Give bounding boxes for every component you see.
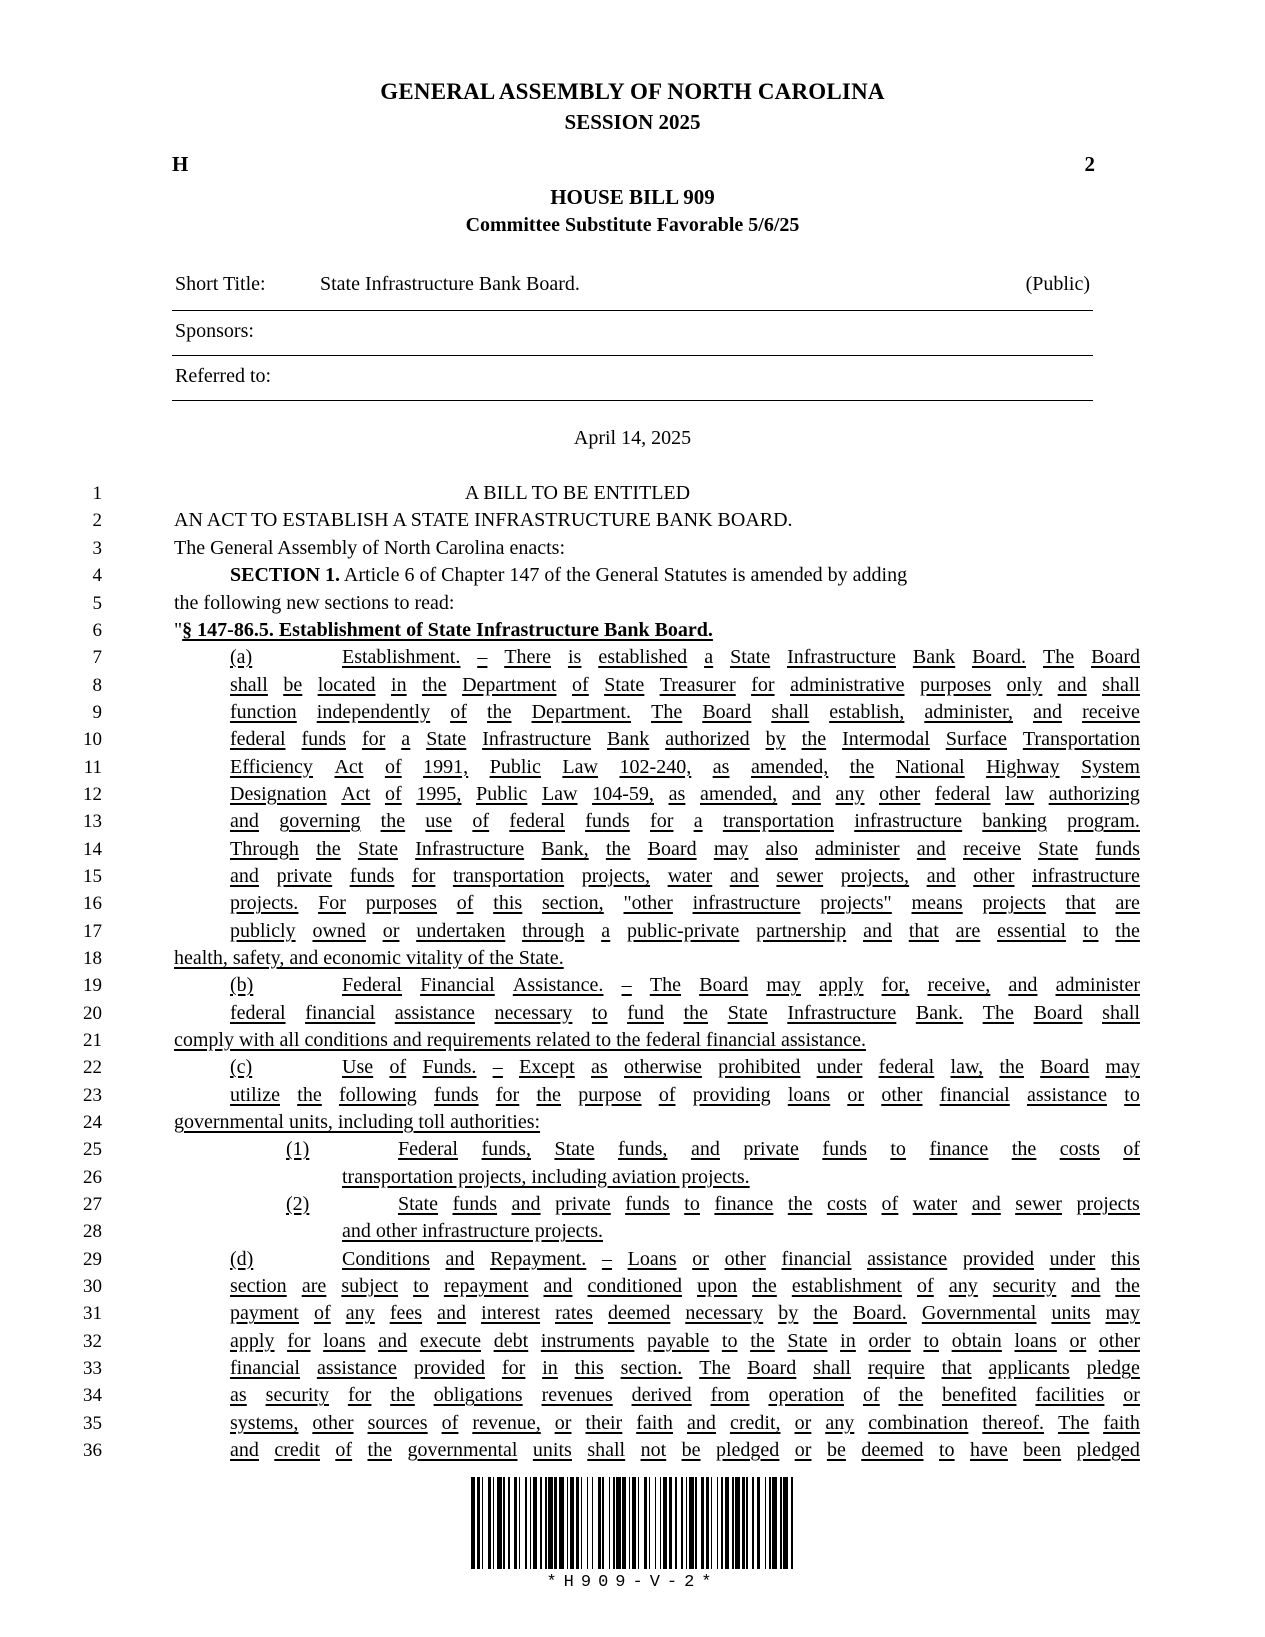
subsection-label: (b) bbox=[230, 974, 254, 997]
bill-line bbox=[92, 672, 1140, 699]
bill-line bbox=[83, 781, 1140, 808]
line-number: 18 bbox=[83, 947, 102, 969]
line-text: and credit of the governmental units shall not be pledged or be deemed to have been pledged bbox=[230, 1439, 1140, 1462]
line-number: 23 bbox=[83, 1084, 102, 1106]
bill-line bbox=[83, 1164, 1093, 1191]
line-text: governmental units, including toll authorities: bbox=[174, 1111, 541, 1134]
line-text: (a) Establishment. – There is established a State Infrastructure Bank Board. The Board bbox=[118, 644, 1093, 671]
line-text: the following new sections to read: bbox=[174, 591, 455, 614]
line-number: 1 bbox=[92, 483, 102, 505]
line-text: financial assistance provided for in this section. The Board shall require that applicants pledge bbox=[230, 1357, 1140, 1380]
bill-line bbox=[92, 480, 1093, 507]
bill-line bbox=[83, 1136, 1140, 1163]
line-number: 19 bbox=[83, 975, 102, 997]
bill-line bbox=[83, 808, 1140, 835]
sponsors-label: Sponsors: bbox=[175, 320, 254, 343]
bill-line bbox=[92, 562, 1093, 589]
line-number: 35 bbox=[83, 1412, 102, 1434]
line-text: (c) Use of Funds. – Except as otherwise prohibited under federal law, the Board may bbox=[118, 1054, 1093, 1081]
line-text: shall be located in the Department of State Treasurer for administrative purposes only and shall bbox=[230, 673, 1140, 696]
line-number: 26 bbox=[83, 1166, 102, 1188]
barcode-block bbox=[0, 1464, 1265, 1592]
line-text: section are subject to repayment and conditioned upon the establishment of any security and the bbox=[230, 1275, 1140, 1298]
line-number: 32 bbox=[83, 1330, 102, 1352]
line-number: 6 bbox=[92, 619, 102, 641]
subsection-label: (d) bbox=[230, 1247, 254, 1270]
line-text: comply with all conditions and requirements related to the federal financial assistance. bbox=[174, 1029, 866, 1051]
bill-line bbox=[83, 1273, 1140, 1300]
bill-line bbox=[83, 1054, 1140, 1081]
subsection-label: (c) bbox=[230, 1056, 253, 1079]
bill-line bbox=[83, 1000, 1140, 1027]
line-text: AN ACT TO ESTABLISH A STATE INFRASTRUCTURE BANK BOARD. bbox=[174, 509, 793, 532]
line-text: systems, other sources of revenue, or their faith and credit, or any combination thereof. The faith bbox=[230, 1411, 1140, 1434]
line-number: 11 bbox=[83, 756, 102, 778]
bill-line bbox=[83, 1246, 1140, 1273]
line-text: federal financial assistance necessary to fund the State Infrastructure Bank. The Board shall bbox=[230, 1001, 1140, 1024]
bill-line bbox=[92, 644, 1140, 671]
short-title-value: State Infrastructure Bank Board. bbox=[320, 273, 580, 296]
bill-line bbox=[83, 1109, 1093, 1136]
meta-row-short-title bbox=[172, 264, 1093, 311]
line-text: The General Assembly of North Carolina enacts: bbox=[174, 536, 565, 559]
line-number: 28 bbox=[83, 1221, 102, 1243]
line-text: SECTION 1. Article 6 of Chapter 147 of the General Statutes is amended by adding bbox=[230, 564, 908, 587]
bill-line bbox=[83, 890, 1140, 917]
line-number: 22 bbox=[83, 1057, 102, 1079]
assembly-title: GENERAL ASSEMBLY OF NORTH CAROLINA bbox=[380, 79, 885, 104]
chamber-code: H bbox=[172, 152, 189, 177]
line-number: 29 bbox=[83, 1248, 102, 1270]
line-number: 31 bbox=[83, 1303, 102, 1325]
line-number: 4 bbox=[92, 565, 102, 587]
edition-number: 2 bbox=[1084, 152, 1095, 177]
bill-line bbox=[83, 1300, 1140, 1327]
bill-line bbox=[83, 918, 1140, 945]
bill-line bbox=[83, 1410, 1140, 1437]
line-number: 24 bbox=[83, 1112, 102, 1134]
bill-line bbox=[83, 1328, 1140, 1355]
public-marker: (Public) bbox=[1025, 273, 1090, 296]
bill-identification bbox=[0, 184, 1265, 238]
line-text: (2) State funds and private funds to finance the costs of water and sewer projects bbox=[118, 1191, 1093, 1218]
subsection-label: (a) bbox=[230, 646, 253, 669]
line-text: (1) Federal funds, State funds, and private funds to finance the costs of bbox=[118, 1136, 1093, 1163]
session-title: SESSION 2025 bbox=[564, 109, 701, 134]
bill-line bbox=[92, 617, 1093, 644]
bill-number: HOUSE BILL 909 bbox=[550, 185, 715, 210]
bill-status: Committee Substitute Favorable 5/6/25 bbox=[465, 213, 800, 236]
bill-line bbox=[92, 699, 1140, 726]
meta-row-referred-to bbox=[172, 356, 1093, 401]
line-number: 36 bbox=[83, 1440, 102, 1462]
bill-line bbox=[83, 836, 1140, 863]
section-marker: SECTION 1. bbox=[230, 564, 341, 587]
bill-line bbox=[83, 1027, 1093, 1054]
bill-line bbox=[92, 590, 1093, 617]
bill-line bbox=[83, 1382, 1140, 1409]
line-text: apply for loans and execute debt instruments payable to the State in order to obtain loans or other bbox=[230, 1329, 1140, 1352]
barcode-image bbox=[471, 1477, 794, 1569]
line-number: 14 bbox=[83, 838, 102, 860]
line-number: 7 bbox=[92, 647, 102, 669]
chamber-row bbox=[172, 152, 1095, 178]
bill-line bbox=[83, 1082, 1140, 1109]
bill-metadata bbox=[172, 264, 1093, 401]
line-text: Through the State Infrastructure Bank, the Board may also administer and receive State funds bbox=[230, 837, 1140, 860]
bill-line bbox=[83, 754, 1140, 781]
line-number: 13 bbox=[83, 811, 102, 833]
line-number: 2 bbox=[92, 510, 102, 532]
line-number: 20 bbox=[83, 1002, 102, 1024]
line-number: 25 bbox=[83, 1139, 102, 1161]
item-label: (1) bbox=[286, 1138, 310, 1161]
referred-to-label: Referred to: bbox=[175, 365, 272, 388]
line-text: projects. For purposes of this section, "other infrastructure projects" means projects that are bbox=[230, 892, 1140, 915]
line-number: 33 bbox=[83, 1358, 102, 1380]
line-number: 12 bbox=[83, 783, 102, 805]
line-number: 5 bbox=[92, 592, 102, 614]
bill-line bbox=[83, 1218, 1093, 1245]
line-text: transportation projects, including aviation projects. bbox=[342, 1165, 750, 1188]
line-number: 34 bbox=[83, 1385, 102, 1407]
line-text: federal funds for a State Infrastructure Bank authorized by the Intermodal Surface Transportation bbox=[230, 728, 1140, 751]
line-number: 8 bbox=[92, 674, 102, 696]
line-number: 30 bbox=[83, 1276, 102, 1298]
line-text: (b) Federal Financial Assistance. – The Board may apply for, receive, and administer bbox=[118, 972, 1093, 999]
bill-line bbox=[83, 863, 1140, 890]
bill-line bbox=[83, 1437, 1140, 1464]
line-text: function independently of the Department. The Board shall establish, administer, and receive bbox=[230, 700, 1140, 723]
line-text: (d) Conditions and Repayment. – Loans or other financial assistance provided under this bbox=[118, 1246, 1093, 1273]
line-number: 27 bbox=[83, 1194, 102, 1216]
line-text: Efficiency Act of 1991, Public Law 102-240, as amended, the National Highway System bbox=[230, 755, 1140, 778]
line-text: health, safety, and economic vitality of the State. bbox=[174, 946, 564, 969]
short-title-label: Short Title: bbox=[175, 273, 266, 296]
bill-line bbox=[83, 726, 1140, 753]
bill-line bbox=[83, 945, 1093, 972]
line-number: 16 bbox=[83, 893, 102, 915]
line-number: 17 bbox=[83, 920, 102, 942]
line-text: payment of any fees and interest rates deemed necessary by the Board. Governmental units may bbox=[230, 1302, 1140, 1325]
bill-line bbox=[83, 1191, 1140, 1218]
line-text: and private funds for transportation projects, water and sewer projects, and other infrastructure bbox=[230, 864, 1140, 887]
line-text: as security for the obligations revenues derived from operation of the benefited facilities or bbox=[230, 1384, 1140, 1407]
bill-line bbox=[92, 535, 1093, 562]
line-text: utilize the following funds for the purpose of providing loans or other financial assistance to bbox=[230, 1083, 1140, 1106]
line-text: A BILL TO BE ENTITLED bbox=[464, 482, 691, 505]
barcode-label: *H909-V-2* bbox=[546, 1573, 719, 1592]
filing-date: April 14, 2025 bbox=[573, 427, 692, 450]
line-number: 3 bbox=[92, 537, 102, 559]
line-number: 10 bbox=[83, 729, 102, 751]
line-text: "§ 147-86.5. Establishment of State Infrastructure Bank Board. bbox=[174, 618, 713, 641]
line-text: publicly owned or undertaken through a public-private partnership and that are essential to the bbox=[230, 919, 1140, 942]
line-number: 21 bbox=[83, 1030, 102, 1051]
bill-line bbox=[83, 972, 1140, 999]
line-number: 9 bbox=[92, 701, 102, 723]
bill-line bbox=[83, 1355, 1140, 1382]
line-number: 15 bbox=[83, 865, 102, 887]
meta-row-sponsors bbox=[172, 311, 1093, 356]
masthead bbox=[0, 0, 1265, 138]
statute-heading: § 147-86.5. Establishment of State Infrastructure Bank Board. bbox=[182, 618, 713, 641]
line-text: and governing the use of federal funds for a transportation infrastructure banking program. bbox=[230, 810, 1140, 833]
line-text: Designation Act of 1995, Public Law 104-59, as amended, and any other federal law authorizing bbox=[230, 782, 1140, 805]
bill-line bbox=[92, 507, 1093, 534]
line-text: and other infrastructure projects. bbox=[342, 1220, 604, 1243]
bill-body bbox=[0, 480, 1265, 1464]
item-label: (2) bbox=[286, 1193, 310, 1216]
